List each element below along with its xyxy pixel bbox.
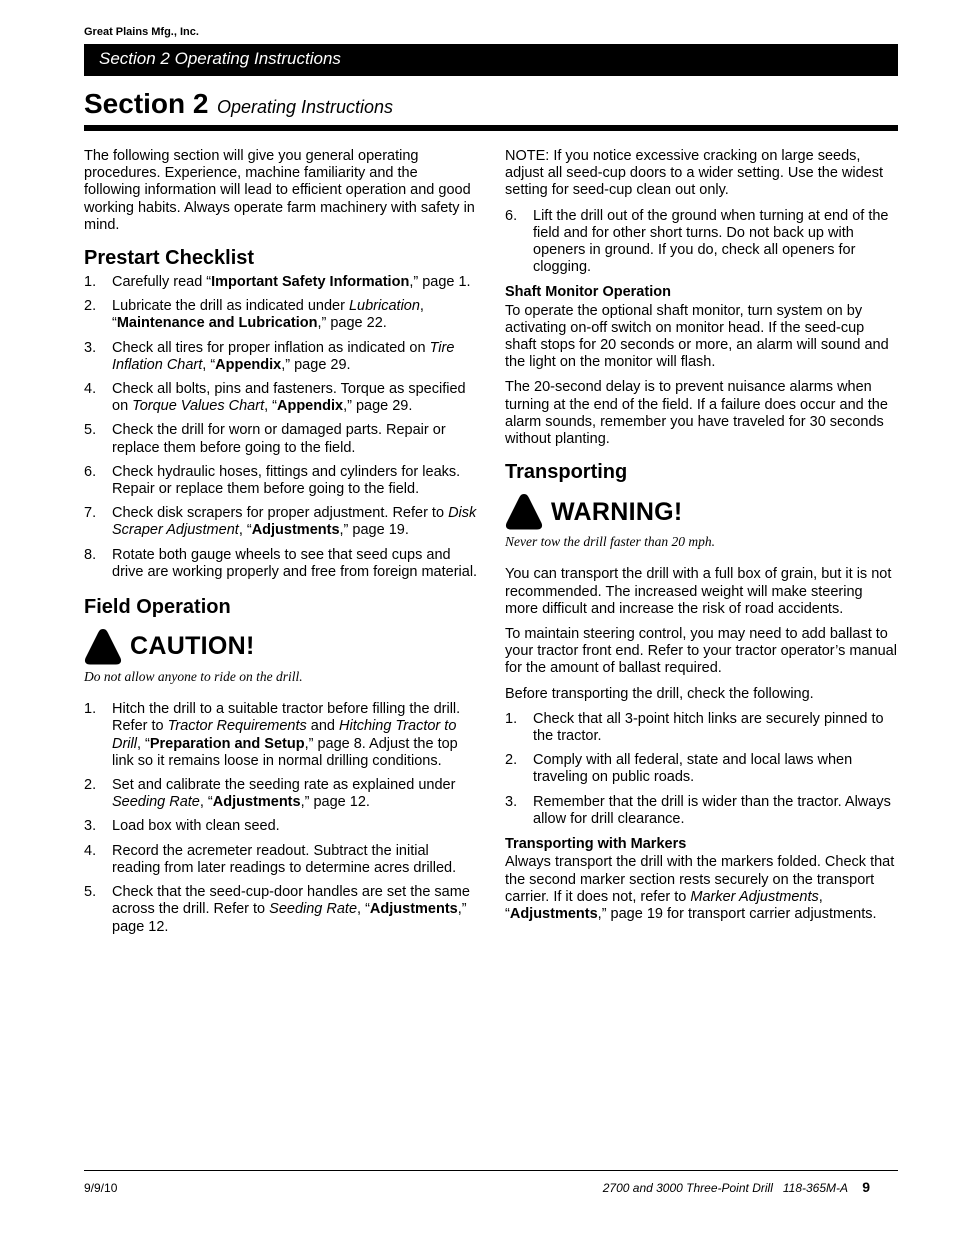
- text-run: Check hydraulic hoses, fittings and cylinders for leaks. Repair or replace them before going to the field.: [112, 463, 461, 498]
- bold-reference: Adjustments: [509, 905, 598, 922]
- list-item: [84, 818, 478, 835]
- list-item: [84, 884, 478, 936]
- list-item: [84, 843, 478, 877]
- list-item: [84, 777, 478, 811]
- italic-reference: Seeding Rate: [112, 794, 200, 811]
- bold-reference: Appendix: [215, 356, 282, 373]
- text-run: Check that the seed-cup-door handles are set the same across the drill. Refer to: [112, 884, 470, 918]
- alert-triangle-icon: [505, 493, 543, 531]
- page-number: 9: [862, 1179, 870, 1195]
- alert-triangle-icon: [84, 628, 122, 666]
- list-item: [84, 464, 478, 498]
- italic-reference: Seeding Rate: [269, 901, 358, 918]
- bold-reference: Adjustments: [369, 901, 458, 918]
- warning-alert: [505, 490, 899, 534]
- list-item-number: 2.: [505, 752, 518, 769]
- shaft-monitor-paragraph-2: The 20-second delay is to prevent nuisance alarms when turning at the end of the field. If a failure does occur and the alarm sounds, remember you have traveled for 30 seconds without planting.: [505, 379, 888, 448]
- list-item: [84, 547, 478, 581]
- italic-reference: Disk Scraper Adjustment: [112, 505, 477, 539]
- text-run: , “: [202, 356, 216, 373]
- page-title-sub: Operating Instructions: [216, 97, 394, 117]
- list-item-number: 6.: [505, 207, 518, 224]
- text-run: Lubricate the drill as indicated under: [112, 298, 349, 315]
- transporting-heading: Transporting: [505, 461, 628, 484]
- caution-alert: [84, 625, 478, 669]
- text-run: Always transport the drill with the markers folded. Check that the second marker section rests securely on the transport carrier. If it does not, refer to: [505, 854, 895, 905]
- text-run: ,” page 12.: [300, 794, 370, 811]
- section-header-bar: Section 2 Operating Instructions: [84, 44, 898, 76]
- prestart-list: [84, 274, 478, 581]
- text-run: Check disk scrapers for proper adjustment. Refer to: [112, 505, 449, 522]
- shaft-monitor-heading: Shaft Monitor Operation: [505, 284, 671, 301]
- list-item: [84, 274, 478, 291]
- list-item-number: 6.: [84, 463, 97, 480]
- list-item: [505, 794, 899, 828]
- markers-heading: Transporting with Markers: [505, 836, 687, 853]
- list-item-number: 1.: [505, 710, 518, 727]
- text-run: Rotate both gauge wheels to see that seed cups and drive are working properly and free from foreign material.: [112, 546, 478, 580]
- list-item-number: 3.: [84, 818, 97, 835]
- list-item-number: 5.: [84, 884, 97, 901]
- text-run: Record the acremeter readout. Subtract the initial reading from later readings to determine acres drilled.: [112, 842, 457, 876]
- italic-reference: Torque Values Chart: [132, 398, 265, 415]
- list-item-number: 3.: [84, 339, 97, 356]
- text-run: ,” page 19 for transport carrier adjustments.: [597, 905, 877, 922]
- italic-reference: Lubrication: [348, 298, 420, 315]
- list-item: [505, 208, 899, 277]
- caution-label: CAUTION!: [130, 632, 255, 661]
- footer-rule: [84, 1170, 898, 1171]
- title-rule: [84, 125, 898, 131]
- bold-reference: Maintenance and Lubrication: [116, 315, 318, 332]
- text-run: Load box with clean seed.: [112, 818, 280, 835]
- field-operation-list: [84, 701, 478, 935]
- italic-reference: Hitching Tractor to Drill: [112, 718, 457, 752]
- company-name: Great Plains Mfg., Inc.: [84, 26, 199, 38]
- left-column: [84, 148, 478, 943]
- text-run: ,” page 22.: [317, 315, 387, 332]
- bold-reference: Important Safety Information: [211, 274, 410, 291]
- text-run: ,” page 8. Adjust the top link so it remains loose in normal drilling conditions.: [112, 735, 458, 769]
- shaft-monitor-paragraph-1: To operate the optional shaft monitor, turn system on by activating on-off switch on monitor head. If the seed-cup shaft stops for 20 seconds or more, an alarm will sound and the light on the monitor will flash.: [505, 302, 889, 371]
- list-item-number: 1.: [84, 701, 97, 718]
- list-item: [505, 752, 899, 786]
- text-run: Carefully read “: [112, 274, 212, 291]
- warning-message: Never tow the drill faster than 20 mph.: [505, 534, 715, 550]
- list-item-number: 2.: [84, 777, 97, 794]
- list-item-number: 7.: [84, 505, 97, 522]
- transport-paragraph-2: To maintain steering control, you may need to add ballast to your tractor front end. Refer to your tractor operator’s manual for the amount of ballast required.: [505, 626, 897, 677]
- transport-checklist: [505, 711, 899, 828]
- text-run: ,” page 29.: [343, 398, 413, 415]
- text-run: ,” page 1.: [409, 274, 471, 291]
- seed-cracking-note: NOTE: If you notice excessive cracking on large seeds, adjust all seed-cup doors to a wider setting. Use the widest setting for seed-cup clean out only.: [505, 148, 884, 199]
- bold-reference: Appendix: [277, 398, 344, 415]
- list-item: [84, 298, 478, 332]
- text-run: Check the drill for worn or damaged parts. Repair or replace them before going to the field.: [112, 422, 446, 456]
- list-item-number: 5.: [84, 422, 97, 439]
- list-item-number: 2.: [84, 298, 97, 315]
- text-run: , “: [505, 888, 823, 922]
- text-run: Remember that the drill is wider than the tractor. Always allow for drill clearance.: [533, 793, 891, 827]
- text-run: Comply with all federal, state and local laws when traveling on public roads.: [533, 752, 853, 786]
- page-title-main: Section 2: [84, 88, 209, 119]
- list-item: [84, 340, 478, 374]
- bold-reference: Preparation and Setup: [149, 735, 305, 752]
- field-operation-list-continued: [505, 208, 899, 277]
- markers-paragraph: [505, 854, 899, 923]
- text-run: ,” page 12.: [112, 901, 467, 935]
- footer-document-id: 2700 and 3000 Three-Point Drill 118-365M-A: [602, 1181, 848, 1195]
- list-item: [84, 701, 478, 770]
- list-item-number: 4.: [84, 842, 97, 859]
- footer-date: 9/9/10: [84, 1181, 118, 1195]
- intro-paragraph: The following section will give you general operating procedures. Experience, machine familiarity and the following information will lead to efficient operation and good working habits. Always operate farm machinery with safety in mind.: [84, 148, 475, 233]
- list-item: [84, 422, 478, 456]
- warning-label: WARNING!: [551, 497, 683, 526]
- italic-reference: Tractor Requirements: [167, 718, 307, 735]
- text-run: , “: [357, 901, 370, 918]
- list-item: [84, 505, 478, 539]
- list-item-number: 8.: [84, 546, 97, 563]
- text-run: , “: [199, 794, 213, 811]
- text-run: Check all tires for proper inflation as indicated on: [112, 339, 430, 356]
- italic-reference: Marker Adjustments: [690, 888, 819, 905]
- list-item: [84, 381, 478, 415]
- text-run: , “: [238, 522, 252, 539]
- text-run: Set and calibrate the seeding rate as explained under: [112, 777, 456, 794]
- prestart-heading: Prestart Checklist: [84, 247, 255, 270]
- list-item-number: 4.: [84, 381, 97, 398]
- right-column: [505, 148, 899, 931]
- text-run: , “: [264, 398, 277, 415]
- list-item-number: 1.: [84, 274, 97, 291]
- transport-paragraph-1: You can transport the drill with a full box of grain, but it is not recommended. The increased weight will make steering more difficult and increase the risk of road accidents.: [505, 566, 892, 617]
- italic-reference: Tire Inflation Chart: [112, 339, 455, 373]
- list-item-number: 3.: [505, 793, 518, 810]
- list-item: [505, 711, 899, 745]
- text-run: and: [306, 718, 339, 735]
- caution-message: Do not allow anyone to ride on the drill.: [84, 669, 303, 685]
- text-run: Check that all 3-point hitch links are securely pinned to the tractor.: [533, 710, 884, 745]
- bold-reference: Adjustments: [212, 794, 301, 811]
- text-run: , “: [136, 735, 150, 752]
- text-run: Check all bolts, pins and fasteners. Torque as specified on: [112, 381, 466, 415]
- page-title: [84, 88, 393, 120]
- text-run: Hitch the drill to a suitable tractor before filling the drill. Refer to: [112, 701, 461, 735]
- bold-reference: Adjustments: [251, 522, 340, 539]
- text-run: Lift the drill out of the ground when turning at end of the field and for other short turns. Do not back up with openers in ground. If you do, check all openers for clogging.: [533, 207, 889, 276]
- field-operation-heading: Field Operation: [84, 596, 231, 619]
- transport-paragraph-3: Before transporting the drill, check the following.: [505, 685, 814, 702]
- text-run: ,” page 29.: [281, 356, 351, 373]
- text-run: , “: [112, 298, 424, 332]
- text-run: ,” page 19.: [339, 522, 409, 539]
